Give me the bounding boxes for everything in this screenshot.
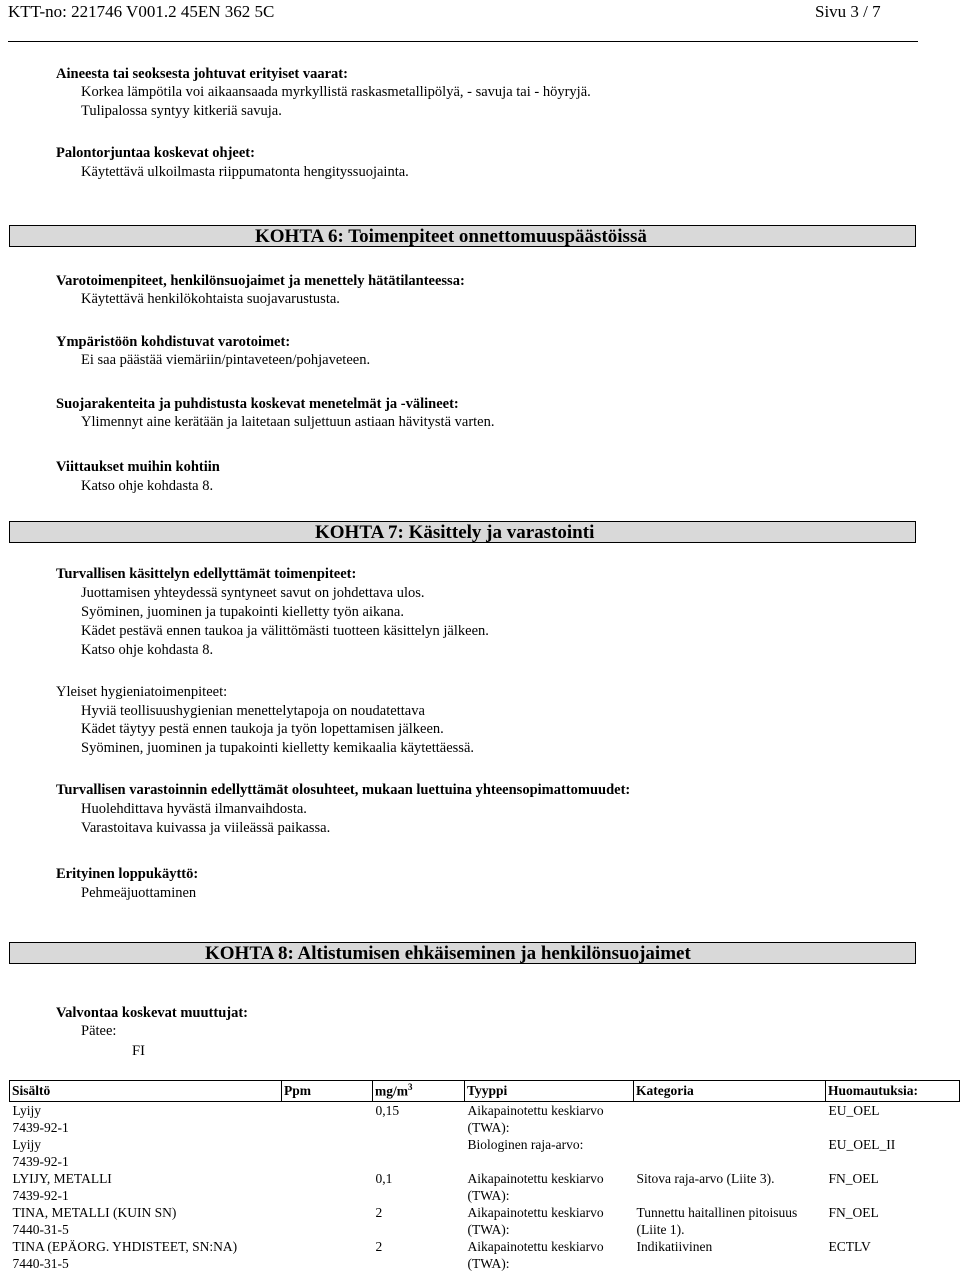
substances-table bbox=[9, 1080, 960, 1272]
cell-category bbox=[634, 1136, 826, 1170]
substance-name: TINA, METALLI (KUIN SN) bbox=[12, 1204, 177, 1220]
cell-ppm bbox=[282, 1238, 373, 1272]
category-line: Tunnettu haitallinen pitoisuus bbox=[636, 1204, 798, 1220]
header-remarks: Huomautuksia: bbox=[826, 1081, 960, 1102]
cell-content bbox=[10, 1101, 282, 1136]
header-type: Tyyppi bbox=[465, 1081, 634, 1102]
type-line: Aikapainotettu keskiarvo bbox=[467, 1102, 604, 1118]
cleanup-heading: Suojarakenteita ja puhdistusta koskevat menetelmät ja -välineet: bbox=[56, 396, 459, 412]
cell-mgm3: 0,15 bbox=[375, 1102, 400, 1118]
cell-content bbox=[10, 1238, 282, 1272]
category-line: (Liite 1). bbox=[636, 1221, 685, 1237]
header-rule bbox=[8, 41, 918, 42]
category-line: Sitova raja-arvo (Liite 3). bbox=[636, 1170, 775, 1186]
precautions-heading: Varotoimenpiteet, henkilönsuojaimet ja menettely hätätilanteessa: bbox=[56, 273, 465, 289]
cell-ppm bbox=[282, 1101, 373, 1136]
hygiene-text: Syöminen, juominen ja tupakointi kielletty kemikaalia käytettäessä. bbox=[81, 740, 475, 756]
cell-type bbox=[465, 1101, 634, 1136]
type-line: Aikapainotettu keskiarvo bbox=[467, 1238, 604, 1254]
cas-number: 7440-31-5 bbox=[12, 1221, 69, 1237]
cas-number: 7439-92-1 bbox=[12, 1153, 69, 1169]
cell-content bbox=[10, 1136, 282, 1170]
substance-name: Lyijy bbox=[12, 1102, 42, 1118]
cell-remarks: EU_OEL bbox=[828, 1102, 880, 1118]
cell-type bbox=[465, 1204, 634, 1238]
table-row bbox=[10, 1238, 960, 1272]
cell-remarks: EU_OEL_II bbox=[828, 1136, 896, 1152]
environmental-text: Ei saa päästää viemäriin/pintaveteen/pohjaveteen. bbox=[81, 352, 371, 368]
hazards-text: Korkea lämpötila voi aikaansaada myrkyllistä raskasmetallipölyä, - savuja tai - höyryjä. bbox=[81, 84, 591, 100]
cleanup-text: Ylimennyt aine kerätään ja laitetaan suljettuun astiaan hävitystä varten. bbox=[81, 414, 495, 430]
cell-ppm bbox=[282, 1136, 373, 1170]
cas-number: 7439-92-1 bbox=[12, 1187, 69, 1203]
type-line: Aikapainotettu keskiarvo bbox=[467, 1204, 604, 1220]
header-mgm3 bbox=[373, 1081, 465, 1102]
fire-advice-text: Käytettävä ulkoilmasta riippumatonta hengityssuojainta. bbox=[81, 164, 409, 180]
cell-type bbox=[465, 1238, 634, 1272]
type-line: Biologinen raja-arvo: bbox=[467, 1136, 584, 1152]
cell-remarks: ECTLV bbox=[828, 1238, 871, 1254]
type-line: (TWA): bbox=[467, 1119, 510, 1135]
section-7-title: KOHTA 7: Käsittely ja varastointi bbox=[315, 522, 595, 543]
table-row bbox=[10, 1170, 960, 1204]
hygiene-text: Kädet täytyy pestä ennen taukoja ja työn lopettamisen jälkeen. bbox=[81, 721, 444, 737]
cell-mgm3: 2 bbox=[375, 1204, 383, 1220]
applies-value: FI bbox=[132, 1043, 145, 1059]
header-content: Sisältö bbox=[10, 1081, 282, 1102]
precautions-text: Käytettävä henkilökohtaista suojavarustusta. bbox=[81, 291, 340, 307]
header-category: Kategoria bbox=[634, 1081, 826, 1102]
type-line: Aikapainotettu keskiarvo bbox=[467, 1170, 604, 1186]
section-8-title: KOHTA 8: Altistumisen ehkäiseminen ja henkilönsuojaimet bbox=[205, 943, 691, 964]
category-line: Indikatiivinen bbox=[636, 1238, 713, 1254]
end-use-text: Pehmeäjuottaminen bbox=[81, 885, 197, 901]
cell-category bbox=[634, 1170, 826, 1204]
cell-remarks: FN_OEL bbox=[828, 1204, 879, 1220]
header-mgm3-label: mg/m bbox=[375, 1083, 408, 1099]
handling-text: Syöminen, juominen ja tupakointi kielletty työn aikana. bbox=[81, 604, 404, 620]
table-row bbox=[10, 1136, 960, 1170]
header-ppm: Ppm bbox=[282, 1081, 373, 1102]
hygiene-text: Hyviä teollisuushygienian menettelytapoja on noudatettava bbox=[81, 703, 425, 719]
cell-remarks: FN_OEL bbox=[828, 1170, 879, 1186]
cell-content bbox=[10, 1170, 282, 1204]
substance-name: LYIJY, METALLI bbox=[12, 1170, 112, 1186]
cell-category bbox=[634, 1238, 826, 1272]
control-parameters-heading: Valvontaa koskevat muuttujat: bbox=[56, 1005, 249, 1021]
section-6-title: KOHTA 6: Toimenpiteet onnettomuuspäästöissä bbox=[255, 226, 647, 247]
hygiene-heading: Yleiset hygieniatoimenpiteet: bbox=[56, 684, 228, 700]
cell-type bbox=[465, 1170, 634, 1204]
type-line: (TWA): bbox=[467, 1187, 510, 1203]
hazards-text: Tulipalossa syntyy kitkeriä savuja. bbox=[81, 103, 282, 119]
cell-type bbox=[465, 1136, 634, 1170]
table-row bbox=[10, 1204, 960, 1238]
handling-text: Juottamisen yhteydessä syntyneet savut on johdettava ulos. bbox=[81, 585, 425, 601]
storage-heading: Turvallisen varastoinnin edellyttämät olosuhteet, mukaan luettuina yhteensopimattomuudet: bbox=[56, 782, 631, 798]
header-mgm3-sup: 3 bbox=[408, 1082, 413, 1092]
reference-heading: Viittaukset muihin kohtiin bbox=[56, 459, 220, 475]
cell-ppm bbox=[282, 1204, 373, 1238]
table-header-row bbox=[10, 1081, 960, 1102]
handling-text: Kädet pestävä ennen taukoa ja välittömästi tuotteen käsittelyn jälkeen. bbox=[81, 623, 489, 639]
cell-mgm3: 0,1 bbox=[375, 1170, 393, 1186]
environmental-heading: Ympäristöön kohdistuvat varotoimet: bbox=[56, 334, 291, 350]
cell-mgm3: 2 bbox=[375, 1238, 383, 1254]
hazards-heading: Aineesta tai seoksesta johtuvat erityiset vaarat: bbox=[56, 66, 348, 82]
handling-text: Katso ohje kohdasta 8. bbox=[81, 642, 214, 658]
storage-text: Huolehdittava hyvästä ilmanvaihdosta. bbox=[81, 801, 307, 817]
cell-mgm3 bbox=[373, 1136, 465, 1170]
end-use-heading: Erityinen loppukäyttö: bbox=[56, 866, 199, 882]
storage-text: Varastoitava kuivassa ja viileässä paikassa. bbox=[81, 820, 331, 836]
cell-category bbox=[634, 1204, 826, 1238]
cas-number: 7439-92-1 bbox=[12, 1119, 69, 1135]
cell-category bbox=[634, 1101, 826, 1136]
page-number: Sivu 3 / 7 bbox=[815, 2, 881, 21]
handling-heading: Turvallisen käsittelyn edellyttämät toimenpiteet: bbox=[56, 566, 357, 582]
substance-name: TINA (EPÄORG. YHDISTEET, SN:NA) bbox=[12, 1238, 238, 1254]
substance-name: Lyijy bbox=[12, 1136, 42, 1152]
type-line: (TWA): bbox=[467, 1221, 510, 1237]
document-id: KTT-no: 221746 V001.2 45EN 362 5C bbox=[8, 2, 275, 21]
applies-label: Pätee: bbox=[81, 1023, 117, 1039]
cell-content bbox=[10, 1204, 282, 1238]
cell-ppm bbox=[282, 1170, 373, 1204]
fire-advice-heading: Palontorjuntaa koskevat ohjeet: bbox=[56, 145, 255, 161]
type-line: (TWA): bbox=[467, 1255, 510, 1271]
table-row bbox=[10, 1101, 960, 1136]
cas-number: 7440-31-5 bbox=[12, 1255, 69, 1271]
reference-text: Katso ohje kohdasta 8. bbox=[81, 478, 214, 494]
